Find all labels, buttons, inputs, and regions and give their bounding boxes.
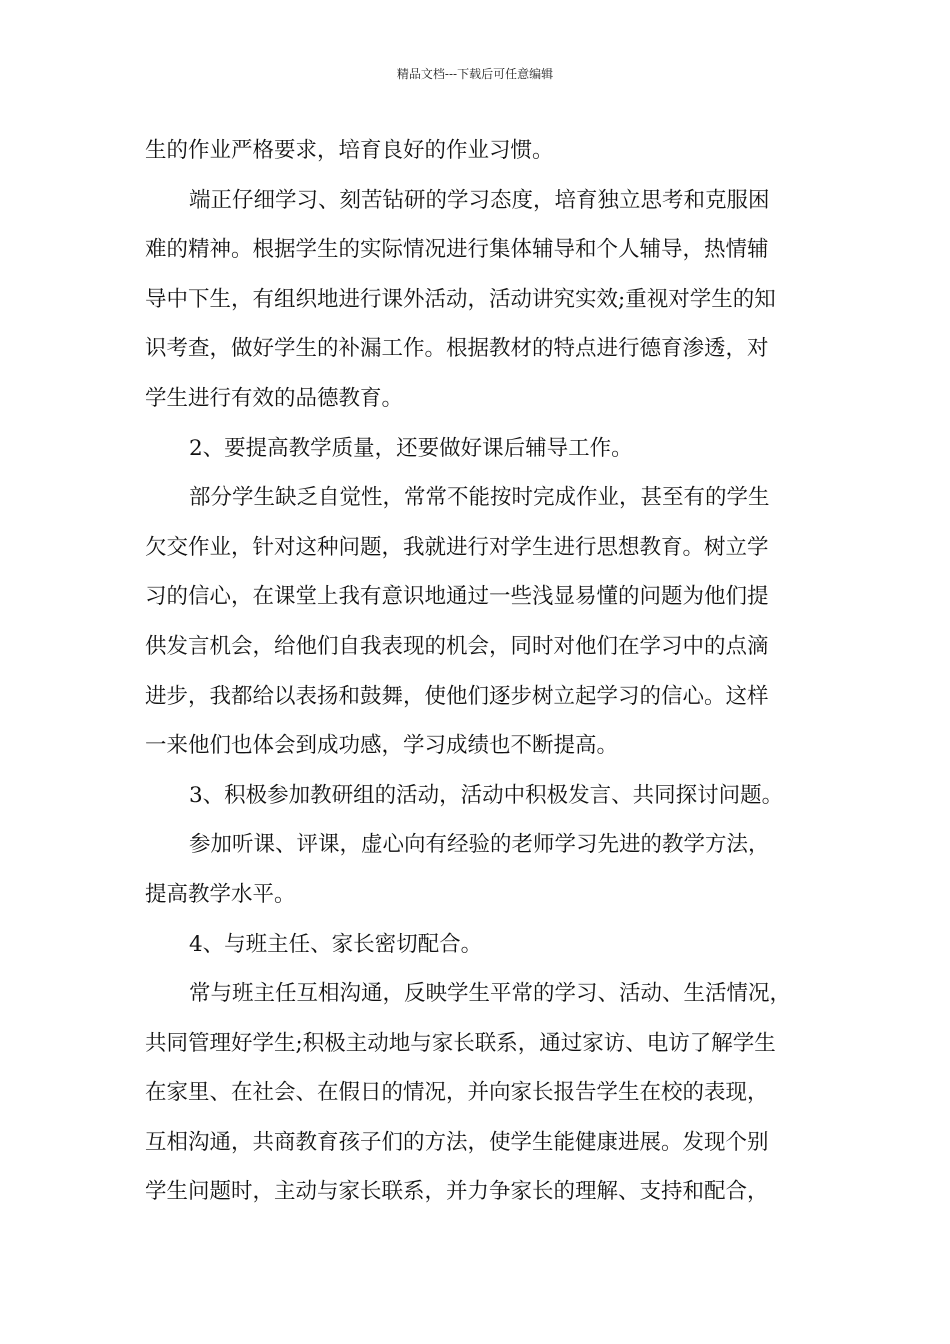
text-line: 3、积极参加教研组的活动，活动中积极发言、共同探讨问题。 — [189, 782, 784, 808]
text-line: 常与班主任互相沟通，反映学生平常的学习、活动、生活情况， — [189, 981, 792, 1007]
text-line: 端正仔细学习、刻苦钻研的学习态度，培育独立思考和克服困 — [189, 187, 770, 213]
text-line: 学生进行有效的品德教育。 — [145, 385, 404, 411]
paragraph-4 — [145, 473, 815, 771]
text-line: 供发言机会，给他们自我表现的机会，同时对他们在学习中的点滴 — [145, 633, 769, 659]
paragraph-6 — [145, 820, 815, 919]
paragraph-7-heading — [145, 920, 815, 970]
text-line: 学生问题时，主动与家长联系，并力争家长的理解、支持和配合， — [145, 1179, 769, 1205]
paragraph-2 — [145, 176, 815, 424]
text-line: 难的精神。根据学生的实际情况进行集体辅导和个人辅导，热情辅 — [145, 237, 769, 263]
text-line: 进步，我都给以表扬和鼓舞，使他们逐步树立起学习的信心。这样 — [145, 683, 769, 709]
text-line: 在家里、在社会、在假日的情况，并向家长报告学生在校的表现， — [145, 1080, 769, 1106]
text-line: 共同管理好学生;积极主动地与家长联系，通过家访、电访了解学生 — [145, 1030, 776, 1056]
text-line: 部分学生缺乏自觉性，常常不能按时完成作业，甚至有的学生 — [189, 485, 770, 511]
text-line: 参加听课、评课，虚心向有经验的老师学习先进的教学方法， — [189, 832, 770, 858]
text-line: 习的信心，在课堂上我有意识地通过一些浅显易懂的问题为他们提 — [145, 584, 769, 610]
text-line: 提高教学水平。 — [145, 881, 296, 907]
text-line: 4、与班主任、家长密切配合。 — [189, 931, 483, 957]
text-line: 导中下生，有组织地进行课外活动，活动讲究实效;重视对学生的知 — [145, 286, 776, 312]
paragraph-1 — [145, 126, 815, 176]
paragraph-8 — [145, 969, 815, 1217]
text-line: 生的作业严格要求，培育良好的作业习惯。 — [145, 138, 554, 163]
document-body — [145, 126, 815, 1217]
text-line: 识考查，做好学生的补漏工作。根据教材的特点进行德育渗透，对 — [145, 336, 769, 362]
text-line: 一来他们也体会到成功感，学习成绩也不断提高。 — [145, 733, 619, 759]
page-header: 精品文档---下载后可任意编辑 — [396, 67, 554, 81]
text-line: 欠交作业，针对这种问题，我就进行对学生进行思想教育。树立学 — [145, 534, 769, 560]
text-line: 互相沟通，共商教育孩子们的方法，使学生能健康进展。发现个别 — [145, 1129, 769, 1155]
text-line: 2、要提高教学质量，还要做好课后辅导工作。 — [189, 435, 633, 461]
paragraph-3-heading — [145, 424, 815, 474]
paragraph-5-heading — [145, 771, 815, 821]
